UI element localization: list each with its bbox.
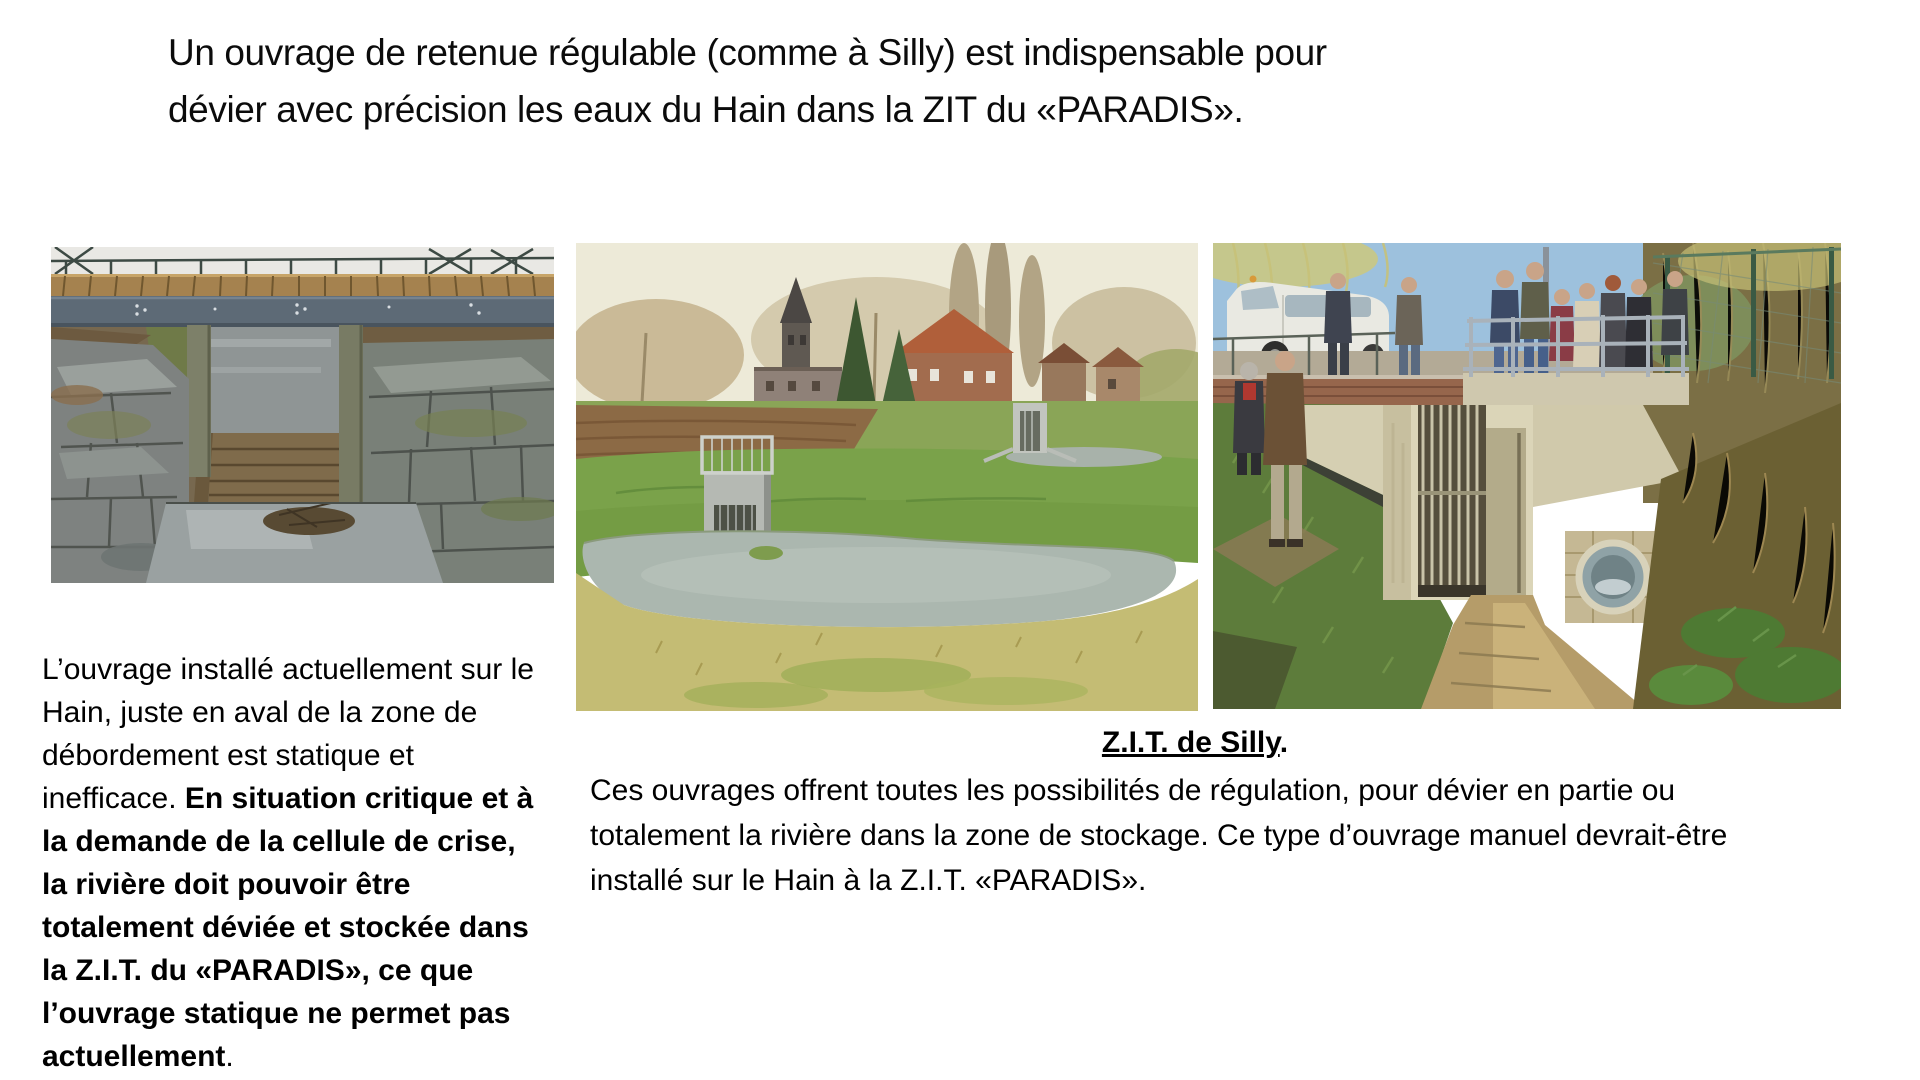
silly-caption bbox=[590, 726, 1800, 760]
slide-title bbox=[168, 24, 1327, 138]
left-paragraph-regular-run: L’ouvrage installé actuellement sur le Hain, juste en aval de la zone de débordement est statique et inefficace. bbox=[42, 653, 534, 815]
left-paragraph-bold-run: En situation critique et à la demande de la cellule de crise, la rivière doit pouvoir être totalement déviée et stockée dans la Z.I.T. du «PARADIS», ce que l’ouvrage statique ne permet pas actuellement bbox=[42, 782, 534, 1073]
photo-silly-sluice-visit bbox=[1213, 243, 1841, 709]
weir-stop-logs bbox=[194, 433, 343, 503]
downstream-pool bbox=[146, 503, 443, 583]
sluice-visit-illustration bbox=[1213, 243, 1841, 709]
bridge-deck bbox=[51, 274, 554, 296]
silly-caption-block bbox=[590, 726, 1800, 903]
title-line-2: dévier avec précision les eaux du Hain dans la ZIT du «PARADIS». bbox=[168, 89, 1244, 130]
steel-girder bbox=[51, 296, 554, 327]
left-paragraph bbox=[42, 648, 534, 1078]
photo-silly-basin bbox=[576, 243, 1198, 711]
silly-caption-period: . bbox=[1279, 726, 1289, 759]
silly-basin-illustration bbox=[576, 243, 1198, 711]
static-weir-illustration bbox=[51, 247, 554, 583]
title-line-1: Un ouvrage de retenue régulable (comme à Silly) est indispensable pour bbox=[168, 32, 1327, 73]
silly-caption-title: Z.I.T. de Silly bbox=[1101, 726, 1280, 759]
left-paragraph-final-period: . bbox=[225, 1040, 234, 1073]
silly-body-paragraph: Ces ouvrages offrent toutes les possibilités de régulation, pour dévier en partie ou totalement la rivière dans la zone de stockage. Ce type d’ouvrage manuel devrait-être installé sur le Hain à la Z.I.T. «PARADIS». bbox=[590, 774, 1728, 897]
photo-static-weir bbox=[51, 247, 554, 583]
